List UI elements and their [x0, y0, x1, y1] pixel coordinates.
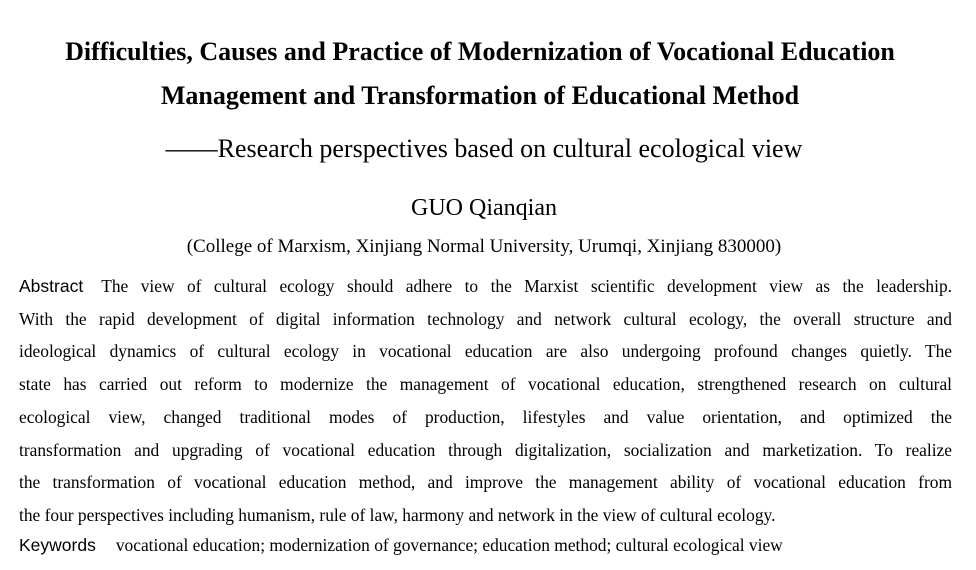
keywords-text: vocational education; modernization of governance; education method; cultural ecological view: [115, 535, 783, 555]
abstract-label: Abstract: [19, 276, 84, 296]
abstract-line: ideological dynamics of cultural ecology in vocational education are also undergoing profound changes quietly. The: [19, 341, 952, 362]
paper-subtitle: ——Research perspectives based on cultural ecological view: [165, 134, 803, 163]
abstract-line: ecological view, changed traditional modes of production, lifestyles and value orientation, and optimized the: [19, 406, 952, 427]
keywords-label: Keywords: [19, 535, 96, 555]
abstract-line: the four perspectives including humanism, rule of law, harmony and network in the view of cultural ecology.: [19, 504, 776, 525]
abstract-line-text: The view of cultural ecology should adhere to the Marxist scientific development view as the leadership.: [101, 276, 952, 296]
paper-title-line-2: Management and Transformation of Educational Method: [160, 81, 800, 110]
abstract-line: transformation and upgrading of vocational education through digitalization, socialization and marketization. To realize: [19, 439, 952, 460]
keywords-section: [19, 531, 952, 559]
abstract-line: [19, 270, 952, 303]
abstract-line: state has carried out reform to modernize the management of vocational education, strengthened research on cultural: [19, 374, 952, 395]
author-name: GUO Qianqian: [411, 195, 557, 221]
abstract-line: With the rapid development of digital information technology and network cultural ecology, the overall structure and: [19, 308, 952, 329]
abstract-section: [19, 270, 952, 532]
abstract-line: the transformation of vocational education method, and improve the management ability of vocational education from: [19, 472, 952, 493]
author-affiliation: (College of Marxism, Xinjiang Normal University, Urumqi, Xinjiang 830000): [186, 236, 782, 257]
paper-title-line-1: Difficulties, Causes and Practice of Modernization of Vocational Education: [65, 37, 895, 66]
